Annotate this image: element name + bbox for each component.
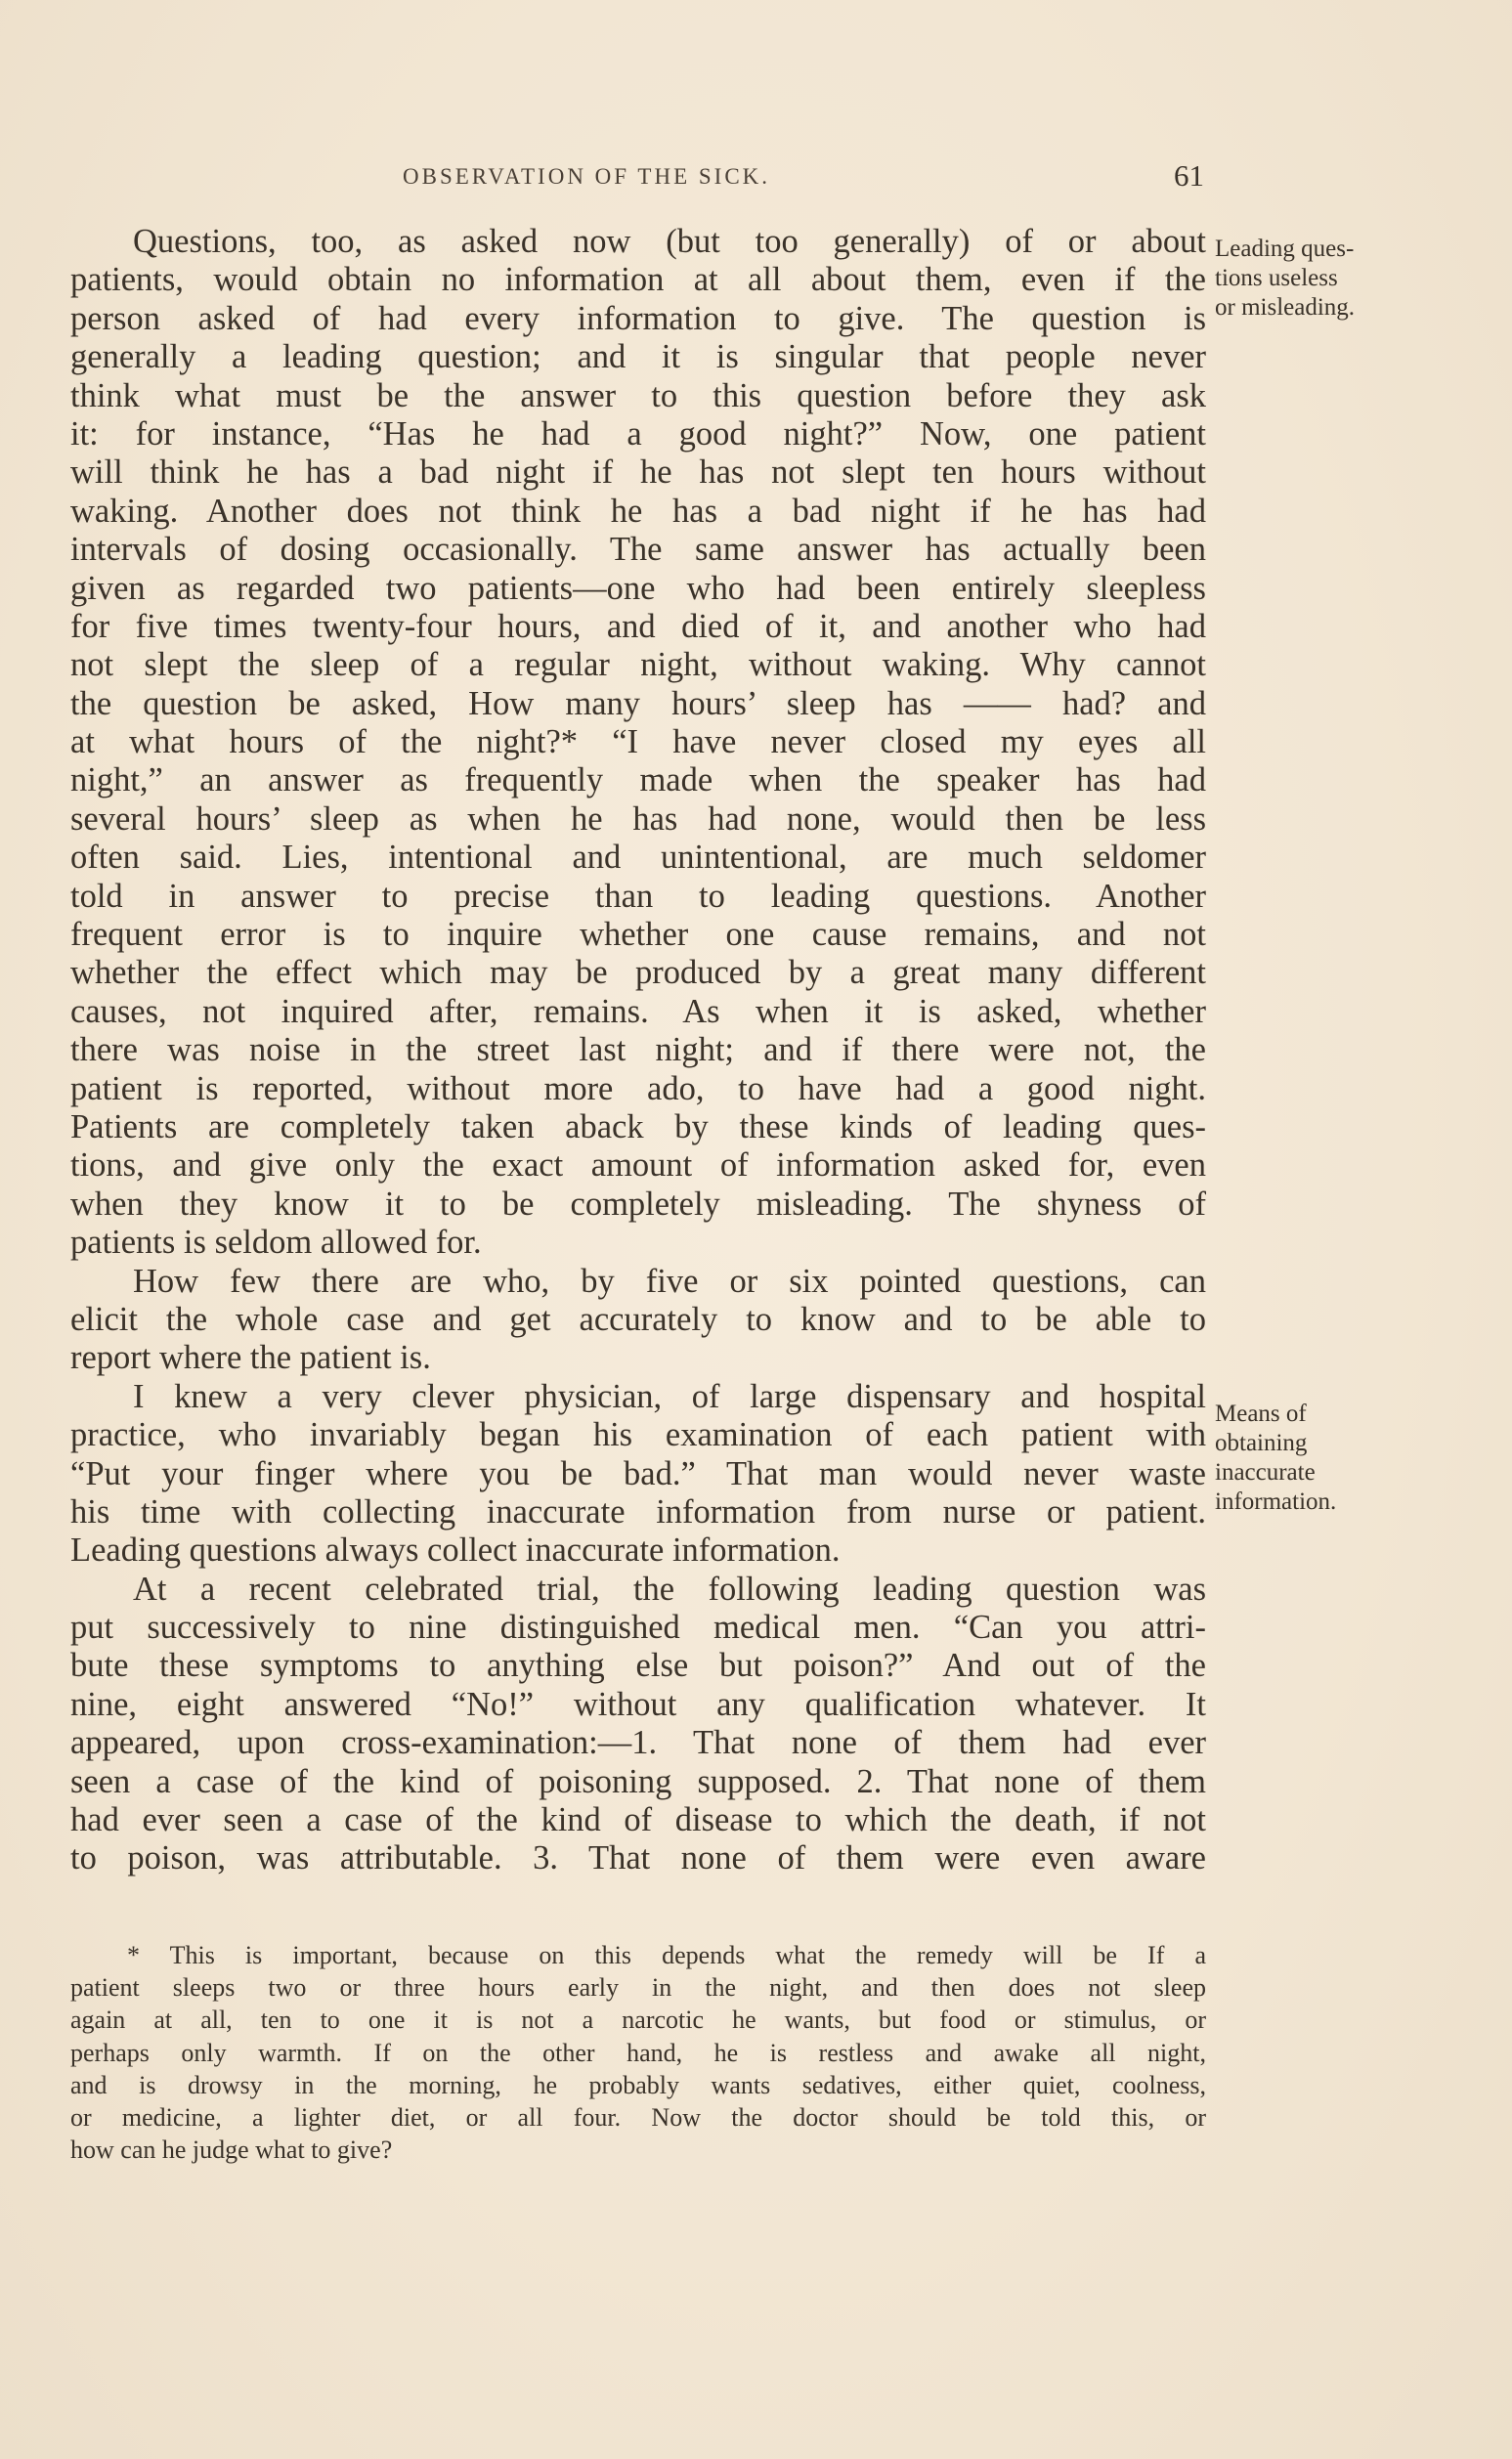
footnote-line: * This is important, because on this depends what the remedy will be If a — [127, 1941, 1206, 1969]
text-line: nine, eight answered “No!” without any qualification whatever. It — [70, 1685, 1206, 1723]
sidenote-means-of-obtaining — [1215, 1400, 1336, 1517]
text-line: elicit the whole case and get accurately to know and to be able to — [70, 1300, 1206, 1338]
text-line: intervals of dosing occasionally. The same answer has actually been — [70, 531, 1206, 569]
footnote-line: again at all, ten to one it is not a narcotic he wants, but food or stimulus, or — [70, 2006, 1206, 2035]
footnote-line: how can he judge what to give? — [70, 2135, 393, 2165]
text-line: told in answer to precise than to leading questions. Another — [70, 877, 1206, 915]
text-line: waking. Another does not think he has a bad night if he has had — [70, 492, 1206, 530]
text-line: not slept the sleep of a regular night, without waking. Why cannot — [70, 646, 1206, 684]
sidenote-line: information. — [1215, 1488, 1337, 1515]
text-line: at what hours of the night?* “I have never closed my eyes all — [70, 723, 1206, 761]
footnote-line: or medicine, a lighter diet, or all four. Now the doctor should be told this, or — [70, 2102, 1206, 2132]
text-line: patients is seldom allowed for. — [70, 1224, 482, 1262]
text-line: Leading questions always collect inaccurate information. — [70, 1531, 841, 1570]
text-line: Patients are completely taken aback by these kinds of leading ques- — [70, 1107, 1206, 1145]
text-line: there was noise in the street last night; and if there were not, the — [70, 1031, 1206, 1069]
text-line: Questions, too, as asked now (but too generally) of or about — [133, 223, 1206, 260]
text-line: report where the patient is. — [70, 1339, 431, 1377]
text-line: patient is reported, without more ado, to have had a good night. — [70, 1069, 1206, 1107]
sidenote-line: Means of — [1215, 1401, 1307, 1427]
text-line: “Put your finger where you be bad.” That man would never waste — [70, 1454, 1206, 1492]
text-line: often said. Lies, intentional and unintentional, are much seldomer — [70, 839, 1206, 877]
text-line: practice, who invariably began his examination of each patient with — [70, 1416, 1206, 1454]
text-line: whether the effect which may be produced by a great many different — [70, 954, 1206, 992]
text-line: seen a case of the kind of poisoning supposed. 2. That none of them — [70, 1762, 1206, 1800]
sidenote-line: or misleading. — [1215, 294, 1356, 321]
text-line: when they know it to be completely misleading. The shyness of — [70, 1185, 1206, 1223]
footnote-line: patient sleeps two or three hours early in the night, and then does not sleep — [70, 1973, 1206, 2003]
sidenote-leading-questions — [1215, 235, 1355, 323]
running-head — [70, 158, 1204, 199]
text-line: the question be asked, How many hours’ sleep has —— had? and — [70, 684, 1206, 722]
text-line: his time with collecting inaccurate information from nurse or patient. — [70, 1492, 1206, 1531]
text-line: frequent error is to inquire whether one cause remains, and not — [70, 916, 1206, 954]
text-line: patients, would obtain no information at all about them, even if the — [70, 261, 1206, 299]
text-line: night,” an answer as frequently made when the speaker has had — [70, 761, 1206, 799]
running-title: OBSERVATION OF THE SICK. — [403, 164, 771, 189]
text-line: given as regarded two patients—one who had been entirely sleepless — [70, 569, 1206, 607]
page-number: 61 — [1174, 158, 1204, 193]
text-line: had ever seen a case of the kind of disease to which the death, if not — [70, 1801, 1206, 1839]
text-line: for five times twenty-four hours, and died of it, and another who had — [70, 607, 1206, 645]
text-line: generally a leading question; and it is singular that people never — [70, 338, 1206, 376]
text-line: several hours’ sleep as when he has had none, would then be less — [70, 799, 1206, 838]
footnote-line: and is drowsy in the morning, he probably wants sedatives, either quiet, coolness, — [70, 2070, 1206, 2099]
text-line: will think he has a bad night if he has not slept ten hours without — [70, 453, 1206, 492]
text-line: it: for instance, “Has he had a good night?” Now, one patient — [70, 414, 1206, 453]
sidenote-line: Leading ques- — [1215, 236, 1355, 262]
text-line: tions, and give only the exact amount of information asked for, even — [70, 1146, 1206, 1185]
text-line: bute these symptoms to anything else but poison?” And out of the — [70, 1647, 1206, 1685]
footnote-line: perhaps only warmth. If on the other hand, he is restless and awake all night, — [70, 2038, 1206, 2067]
text-line: I knew a very clever physician, of large dispensary and hospital — [133, 1377, 1206, 1415]
text-line: to poison, was attributable. 3. That none of them were even aware — [70, 1839, 1206, 1877]
text-line: appeared, upon cross-examination:—1. That none of them had ever — [70, 1724, 1206, 1762]
text-line: put successively to nine distinguished medical men. “Can you attri- — [70, 1609, 1206, 1647]
text-line: At a recent celebrated trial, the following leading question was — [133, 1570, 1206, 1608]
body-text — [70, 223, 1206, 1878]
sidenote-line: obtaining — [1215, 1430, 1308, 1456]
footnote — [70, 1939, 1206, 2166]
text-line: causes, not inquired after, remains. As when it is asked, whether — [70, 992, 1206, 1030]
text-line: think what must be the answer to this question before they ask — [70, 376, 1206, 414]
text-line: person asked of had every information to give. The question is — [70, 299, 1206, 337]
sidenote-line: inaccurate — [1215, 1459, 1316, 1486]
sidenote-line: tions useless — [1215, 265, 1338, 291]
text-line: How few there are who, by five or six pointed questions, can — [133, 1262, 1206, 1300]
